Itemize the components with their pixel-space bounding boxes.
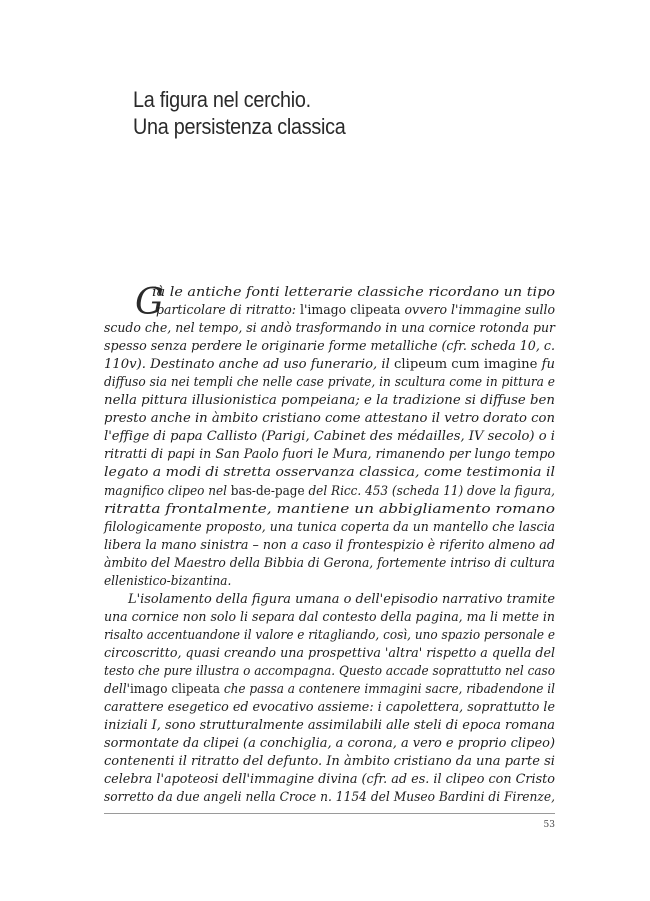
italic-run: filologicamente proposto, una tunica coperta da un mantello che lascia [104, 519, 556, 535]
text-line [104, 789, 566, 807]
chapter-title-line-1: La figura nel cerchio. [133, 87, 311, 112]
text-line-content [104, 573, 231, 591]
roman-term: imago clipeata [129, 682, 224, 698]
italic-run: una cornice non solo li separa dal contesto della pagina, ma li mette in [104, 609, 555, 625]
text-line-content [104, 717, 555, 735]
text-line [104, 537, 566, 555]
text-line-content [104, 320, 555, 338]
italic-run: l'effige di papa Callisto (Parigi, Cabinet des médailles, IV secolo) o i [104, 429, 555, 445]
italic-run: ià le antiche fonti letterarie classiche ricordano un tipo [152, 285, 555, 300]
text-line [104, 735, 566, 753]
text-line [104, 753, 566, 771]
chapter-title [133, 86, 346, 140]
text-line-content [104, 519, 555, 537]
text-line-content [104, 663, 555, 681]
italic-run: ovvero l'immagine sullo [404, 303, 556, 319]
italic-run: sorretto da due angeli nella Croce n. 1154 del Museo Bardini di Firenze, [104, 790, 556, 806]
italic-run: celebra l'apoteosi dell'immagine divina (cfr. ad es. il clipeo con Cristo [104, 772, 555, 788]
italic-run: fu [541, 357, 555, 373]
roman-term: l'imago clipeata [299, 303, 405, 319]
text-line-content [104, 501, 555, 519]
text-line [104, 681, 566, 699]
text-line [104, 627, 566, 645]
italic-run: ritratta frontalmente, mantiene un abbigliamento romano [104, 501, 555, 517]
text-line [104, 392, 566, 410]
italic-run: ellenistico-bizantina. [104, 573, 232, 589]
text-line [104, 464, 566, 482]
italic-run: scudo che, nel tempo, si andò trasformando in una cornice rotonda pur [104, 321, 555, 337]
text-line [104, 771, 566, 789]
italic-run: del Ricc. 453 (scheda 11) dove la figura, [308, 483, 555, 499]
text-line-content [104, 356, 555, 374]
body-text [104, 284, 566, 807]
text-line [104, 555, 566, 573]
text-line [104, 717, 566, 735]
italic-run: testo che pure illustra o accompagna. Questo accade soprattutto nel caso [104, 663, 555, 679]
italic-run: 110v). Destinato anche ad uso funerario, il [104, 357, 395, 373]
text-line-content [104, 374, 555, 392]
drop-cap: G [135, 282, 164, 323]
text-line [104, 483, 566, 501]
text-line-content [156, 302, 555, 320]
text-line [104, 338, 566, 356]
italic-run: àmbito del Maestro della Bibbia di Gerona, fortemente intriso di cultura [104, 555, 556, 571]
text-line-content [104, 771, 555, 789]
text-line-content [104, 789, 555, 807]
italic-run: ritratti di papi in San Paolo fuori le Mura, rimanendo per lungo tempo [104, 447, 555, 463]
italic-run: contenenti il ritratto del defunto. In àmbito cristiano da una parte si [104, 754, 555, 770]
text-line [104, 609, 566, 627]
text-line-content [104, 464, 555, 482]
text-line-content [104, 537, 555, 555]
italic-run: carattere esegetico ed evocativo assieme: i capolettera, soprattutto le [104, 700, 556, 716]
roman-term: bas-de-page [230, 483, 309, 499]
roman-term: clipeum cum imagine [394, 357, 542, 373]
italic-run: che passa a contenere immagini sacre, ribadendone il [223, 682, 556, 698]
text-line-content [104, 609, 555, 627]
text-line [104, 663, 566, 681]
italic-run: nella pittura illusionistica pompeiana; e la tradizione si diffuse ben [104, 393, 555, 409]
italic-run: legato a modi di stretta osservanza classica, come testimonia il [104, 465, 555, 481]
text-line [104, 374, 566, 392]
italic-run: dell' [104, 682, 130, 698]
text-line [104, 356, 566, 374]
text-line [104, 645, 566, 663]
text-line [104, 320, 566, 338]
text-line [104, 446, 566, 464]
text-line-content [104, 735, 555, 753]
text-line-content [104, 753, 555, 771]
text-line-content [104, 410, 555, 428]
italic-run: spesso senza perdere le originarie forme metalliche (cfr. scheda 10, c. [104, 339, 556, 355]
text-line-content [104, 428, 555, 446]
italic-run: libera la mano sinistra – non a caso il frontespizio è riferito almeno ad [104, 537, 556, 553]
text-line [104, 410, 566, 428]
text-line [104, 428, 566, 446]
text-line [104, 699, 566, 717]
text-line [104, 573, 566, 591]
text-line [104, 284, 566, 302]
italic-run: magnifico clipeo nel [104, 483, 231, 499]
text-line-content [128, 591, 555, 609]
text-line [104, 519, 566, 537]
text-line [104, 501, 566, 519]
footer-rule [104, 813, 555, 814]
italic-run: particolare di ritratto: [156, 303, 300, 319]
italic-run: risalto accentuandone il valore e ritagliando, così, uno spazio personale e [104, 627, 556, 643]
text-line-content [104, 627, 555, 645]
text-line-content [104, 338, 555, 356]
text-line-content [104, 699, 555, 717]
chapter-title-line-2: Una persistenza classica [133, 114, 346, 139]
italic-run: sormontate da clipei (a conchiglia, a corona, a vero e proprio clipeo) [104, 736, 556, 752]
text-line [104, 302, 566, 320]
italic-run: L'isolamento della figura umana o dell'episodio narrativo tramite [128, 591, 556, 607]
italic-run: presto anche in àmbito cristiano come attestano il vetro dorato con [104, 411, 555, 427]
italic-run: circoscritto, quasi creando una prospettiva 'altra' rispetto a quella del [104, 645, 556, 661]
text-line-content [104, 446, 555, 464]
page-number: 53 [543, 820, 555, 830]
text-line-content [104, 681, 555, 699]
text-line-content [104, 555, 555, 573]
text-line [104, 591, 566, 609]
italic-run: iniziali I, sono strutturalmente assimilabili alle steli di epoca romana [104, 718, 556, 734]
text-line-content [152, 284, 555, 302]
text-line-content [104, 483, 555, 501]
text-line-content [104, 392, 555, 410]
text-line-content [104, 645, 555, 663]
italic-run: diffuso sia nei templi che nelle case private, in scultura come in pittura e [104, 375, 555, 391]
